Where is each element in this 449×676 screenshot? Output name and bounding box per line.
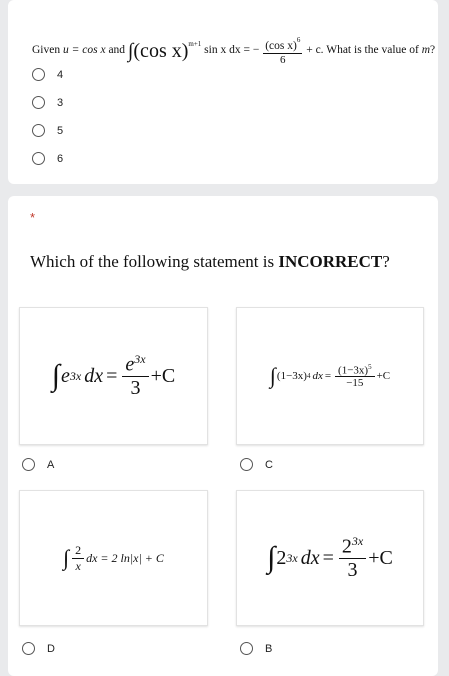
q1-qmark: ? <box>430 44 436 57</box>
choice-b-equation <box>267 534 393 583</box>
q1-int-tail: sin x dx = − <box>204 44 260 57</box>
b-fraction: $\frac{2^{3x}}{3}$ <box>339 534 366 583</box>
choice-b-image[interactable] <box>236 490 424 626</box>
b-tail: +C <box>368 546 393 569</box>
b-exp: 3x <box>286 550 298 565</box>
option-label: 5 <box>57 124 64 137</box>
d-fraction: 2 x <box>72 543 84 574</box>
q1-option-1[interactable] <box>32 68 63 81</box>
q1-fraction: $\frac{(\cos x)^6}{6}$ <box>265 36 301 66</box>
a-fraction: $\frac{e^{3x}}{3}$ <box>122 352 148 401</box>
choice-c-equation <box>270 363 390 390</box>
question-1-text <box>32 34 442 67</box>
q2-text-start: Which of the following statement is <box>30 252 279 271</box>
choice-label: C <box>265 458 273 471</box>
q1-u-def: u = cos x <box>62 44 106 57</box>
choice-c-image[interactable] <box>236 307 424 445</box>
q1-var: m <box>421 44 431 57</box>
radio-button[interactable] <box>22 458 35 471</box>
option-label: 3 <box>57 96 64 109</box>
q1-option-4[interactable] <box>32 152 63 165</box>
question-card-1 <box>8 0 438 184</box>
choice-a-image[interactable] <box>19 307 208 445</box>
b-base: 2 <box>276 546 287 569</box>
a-exp: 3x <box>69 368 82 383</box>
integral-sign: ∫ <box>269 363 276 388</box>
question-card-2 <box>8 196 438 676</box>
c-tail: +C <box>376 370 391 382</box>
choice-d-image[interactable] <box>19 490 208 626</box>
c-fraction: $\frac{(1-3x)^5}{-15}$ <box>335 363 375 390</box>
q1-prefix: Given <box>32 44 61 57</box>
radio-button[interactable] <box>240 642 253 655</box>
c-eq: = <box>324 370 332 382</box>
required-asterisk: * <box>30 210 36 225</box>
q1-option-3[interactable] <box>32 124 63 137</box>
choice-label: A <box>47 458 55 471</box>
c-dx: dx <box>312 370 323 382</box>
choice-label: B <box>265 642 273 655</box>
q1-and: and <box>108 44 126 57</box>
radio-button[interactable] <box>32 152 45 165</box>
choice-label: D <box>47 642 55 655</box>
q1-question: . What is the value of <box>320 44 419 57</box>
radio-button[interactable] <box>32 68 45 81</box>
q1-integral: ∫(cos x) <box>127 40 189 63</box>
option-label: 4 <box>57 68 64 81</box>
b-eq: = <box>322 546 334 569</box>
integral-sign: ∫ <box>63 545 70 570</box>
c-expr: (1−3x) <box>276 370 307 382</box>
a-tail: +C <box>150 364 176 387</box>
option-label: 6 <box>57 152 64 165</box>
q1-int-exp: m+1 <box>188 40 202 49</box>
q1-option-2[interactable] <box>32 96 63 109</box>
q2-text-end: ? <box>382 252 390 271</box>
a-base: e <box>60 364 70 387</box>
question-2-text <box>30 252 430 272</box>
a-eq: = <box>106 364 118 387</box>
choice-a[interactable] <box>22 458 54 471</box>
radio-button[interactable] <box>22 642 35 655</box>
choice-a-equation <box>52 352 175 401</box>
q1-plus-c: + c <box>306 44 321 57</box>
radio-button[interactable] <box>32 124 45 137</box>
radio-button[interactable] <box>240 458 253 471</box>
d-rhs: dx = 2 ln|x| + C <box>86 550 164 565</box>
b-dx: dx <box>300 546 320 569</box>
integral-sign: ∫ <box>51 359 60 392</box>
a-dx: dx <box>84 364 104 387</box>
c-exp: 4 <box>306 372 311 380</box>
q2-text-bold: INCORRECT <box>278 252 383 271</box>
choice-d[interactable] <box>22 642 55 655</box>
integral-sign: ∫ <box>267 541 276 574</box>
choice-b[interactable] <box>240 642 272 655</box>
choice-c[interactable] <box>240 458 273 471</box>
radio-button[interactable] <box>32 96 45 109</box>
choice-d-equation <box>63 543 164 574</box>
